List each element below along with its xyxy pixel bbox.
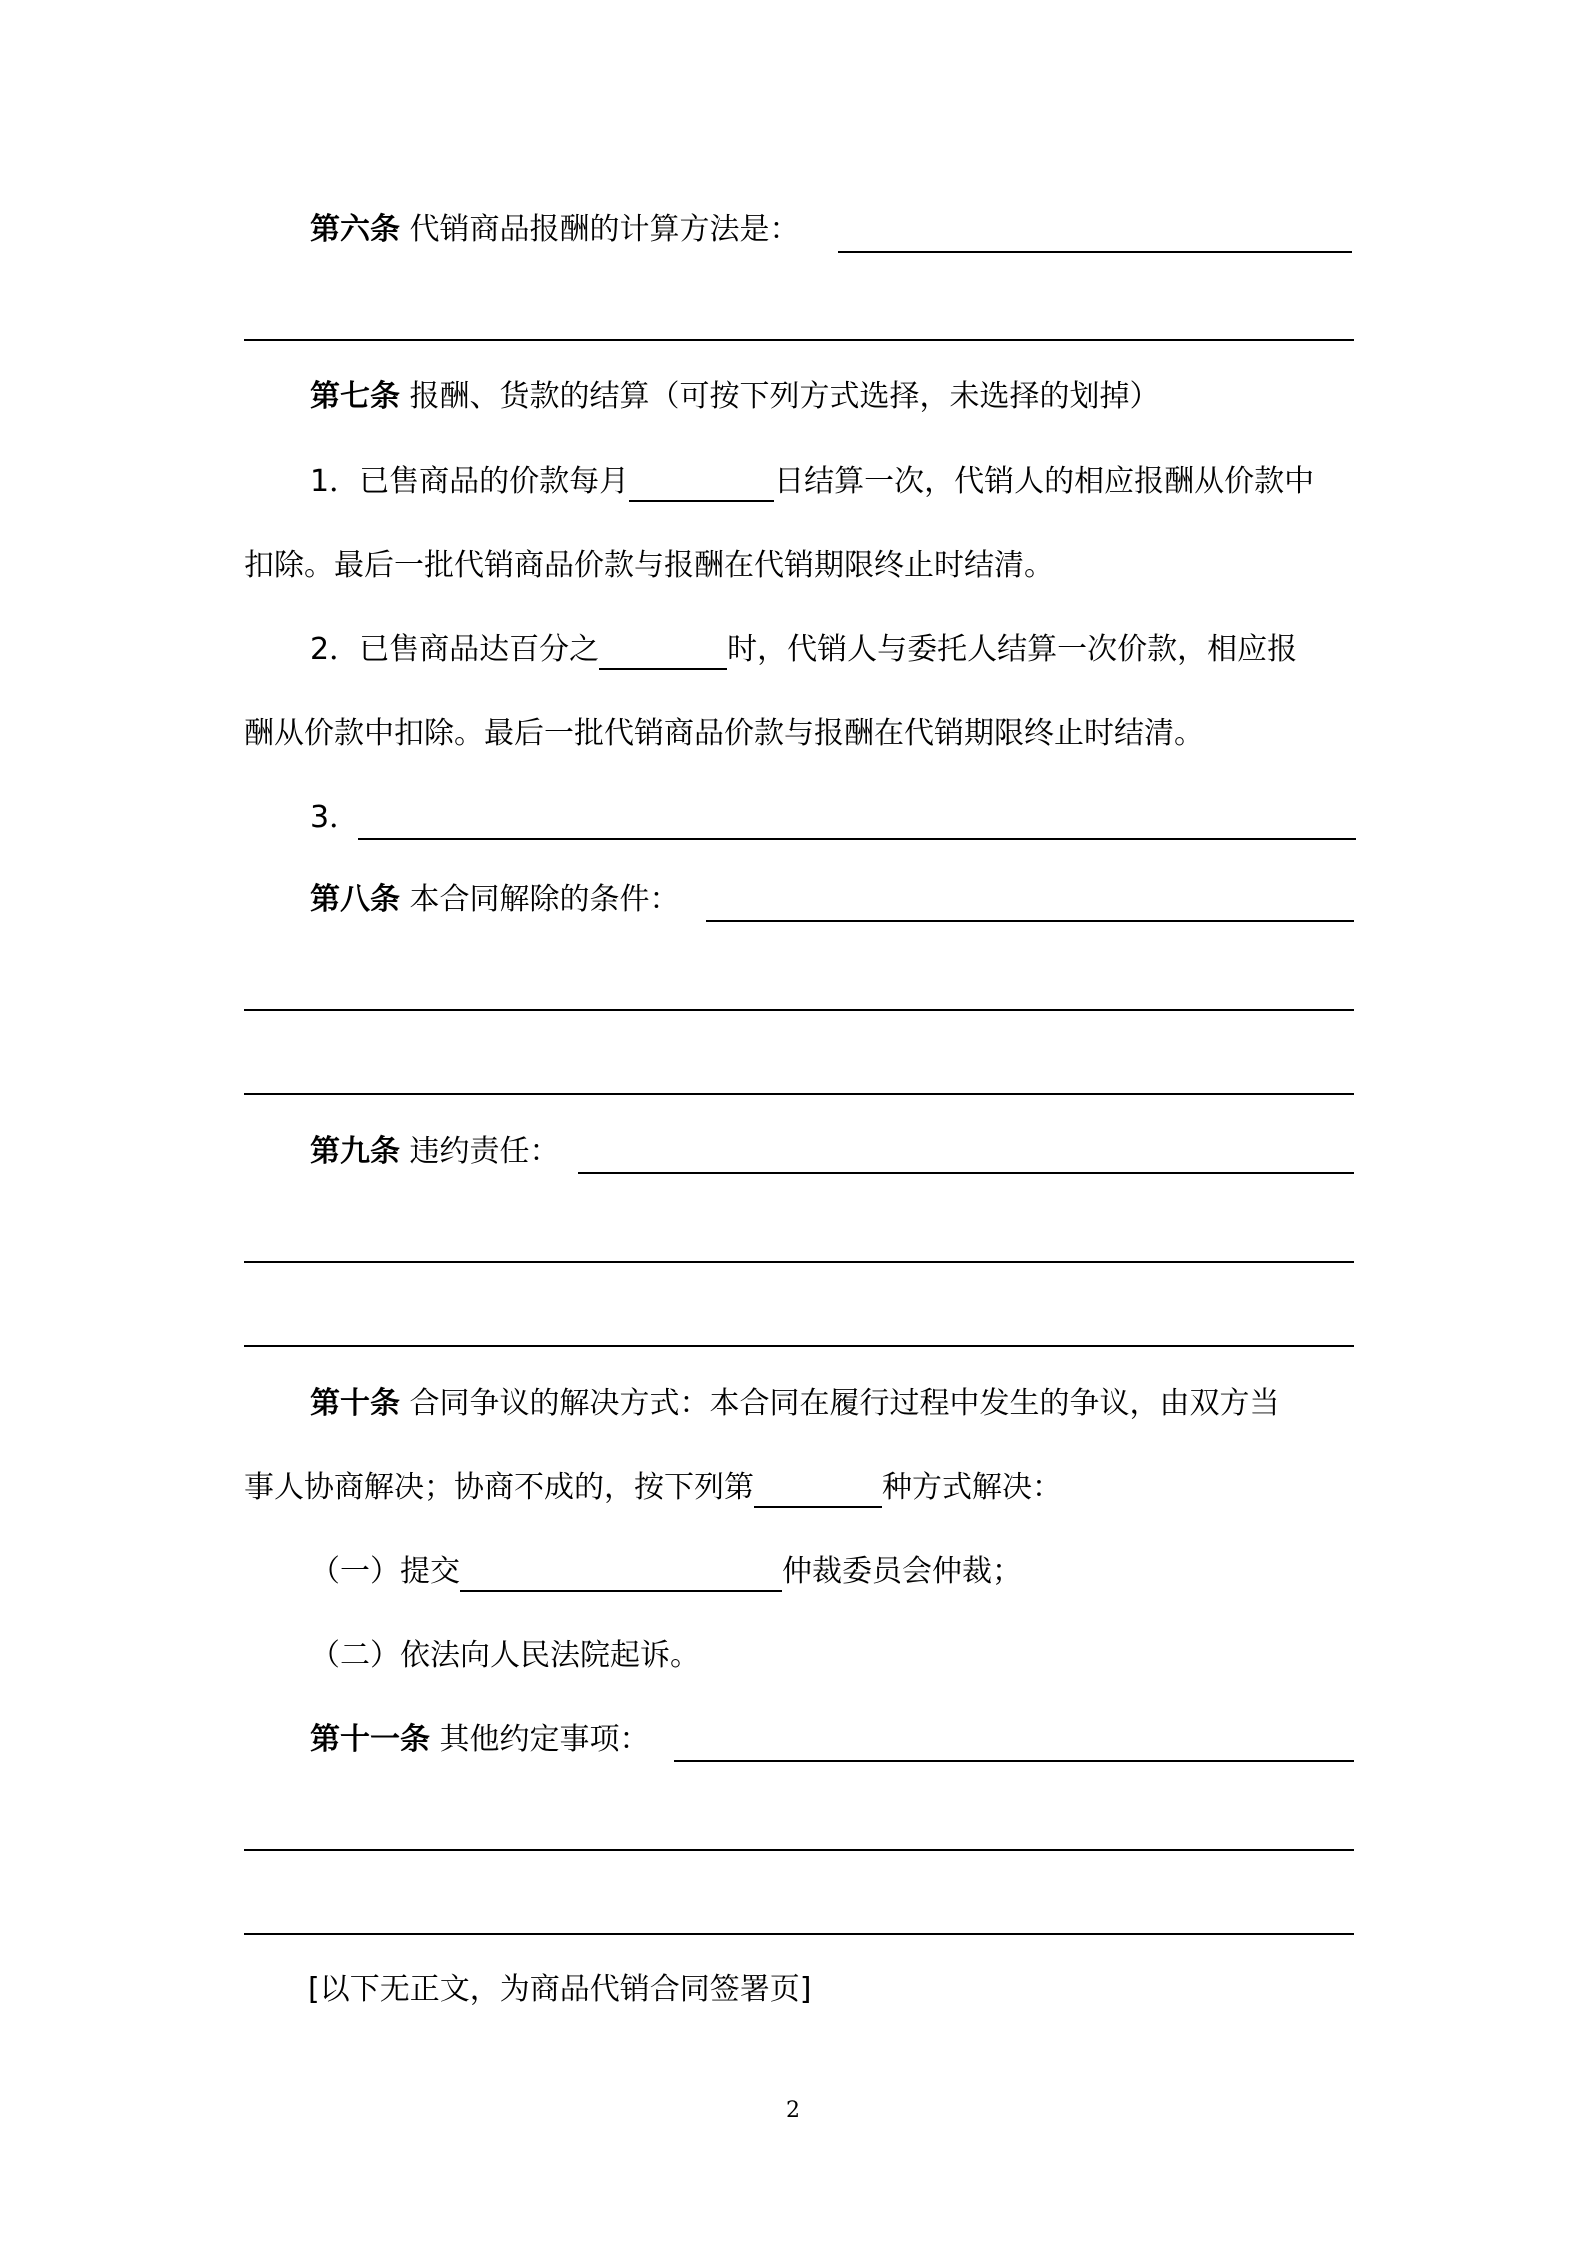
- article-11-text: 其他约定事项：: [439, 1722, 650, 1757]
- article-7-item-1-blank[interactable]: [629, 468, 774, 502]
- article-10-option-1-pre: （一）提交: [310, 1554, 460, 1589]
- article-10-line-2: [244, 1468, 1062, 1508]
- article-8-line: [310, 880, 680, 920]
- article-11-blank-2[interactable]: [244, 1849, 1354, 1851]
- article-9-label: 第九条: [310, 1134, 400, 1169]
- article-11-blank-1[interactable]: [674, 1760, 1354, 1762]
- article-7-item-1: [310, 462, 1314, 502]
- article-10-method-blank[interactable]: [754, 1474, 882, 1508]
- closing-note: [以下无正文，为商品代销合同签署页]: [308, 1972, 812, 2007]
- article-7-item-3-blank[interactable]: [358, 838, 1356, 840]
- article-11-label: 第十一条: [310, 1722, 430, 1757]
- article-10-label: 第十条: [310, 1386, 400, 1421]
- article-10-arbitration-blank[interactable]: [460, 1558, 782, 1592]
- article-8-label: 第八条: [310, 882, 400, 917]
- article-7-item-1-line-2: 扣除。最后一批代销商品价款与报酬在代销期限终止时结清。: [244, 548, 1054, 583]
- article-7-item-3: 3．: [310, 800, 360, 835]
- article-7-item-2-blank[interactable]: [599, 636, 727, 670]
- article-10-line: [310, 1384, 1280, 1424]
- article-9-blank-3[interactable]: [244, 1345, 1354, 1347]
- article-10-option-1: [310, 1552, 1022, 1592]
- article-9-blank-2[interactable]: [244, 1261, 1354, 1263]
- article-6-blank-2[interactable]: [244, 339, 1354, 341]
- article-10-line-2-post: 种方式解决：: [882, 1470, 1062, 1505]
- article-7-item-2: [310, 630, 1297, 670]
- article-8-blank-1[interactable]: [706, 920, 1354, 922]
- article-9-text: 违约责任：: [409, 1134, 560, 1169]
- article-6-blank-1[interactable]: [838, 251, 1352, 253]
- article-7-item-2-pre: 2．已售商品达百分之: [310, 632, 600, 667]
- article-10-option-2: （二）依法向人民法院起诉。: [310, 1638, 700, 1673]
- article-7-item-1-post: 日结算一次，代销人的相应报酬从价款中: [774, 464, 1315, 499]
- article-6-label: 第六条: [310, 212, 400, 247]
- article-6-line: [310, 210, 800, 250]
- article-8-text: 本合同解除的条件：: [409, 882, 680, 917]
- page-number: 2: [786, 2098, 800, 2123]
- article-9-line: [310, 1132, 560, 1172]
- article-7-label: 第七条: [310, 379, 400, 414]
- article-7-item-2-post: 时，代销人与委托人结算一次价款，相应报: [727, 632, 1298, 667]
- article-9-blank-1[interactable]: [578, 1172, 1354, 1174]
- article-10-text: 合同争议的解决方式：本合同在履行过程中发生的争议，由双方当: [409, 1386, 1280, 1421]
- article-7-item-1-pre: 1．已售商品的价款每月: [310, 464, 630, 499]
- article-8-blank-3[interactable]: [244, 1093, 1354, 1095]
- article-8-blank-2[interactable]: [244, 1009, 1354, 1011]
- article-10-line-2-pre: 事人协商解决；协商不成的，按下列第: [244, 1470, 754, 1505]
- article-6-text: 代销商品报酬的计算方法是：: [409, 212, 800, 247]
- article-7-line: [310, 377, 1160, 417]
- article-7-text: 报酬、货款的结算（可按下列方式选择，未选择的划掉）: [409, 379, 1160, 414]
- article-7-item-2-line-2: 酬从价款中扣除。最后一批代销商品价款与报酬在代销期限终止时结清。: [244, 716, 1204, 751]
- article-11-line: [310, 1720, 650, 1760]
- article-10-option-1-post: 仲裁委员会仲裁；: [782, 1554, 1022, 1589]
- article-11-blank-3[interactable]: [244, 1933, 1354, 1935]
